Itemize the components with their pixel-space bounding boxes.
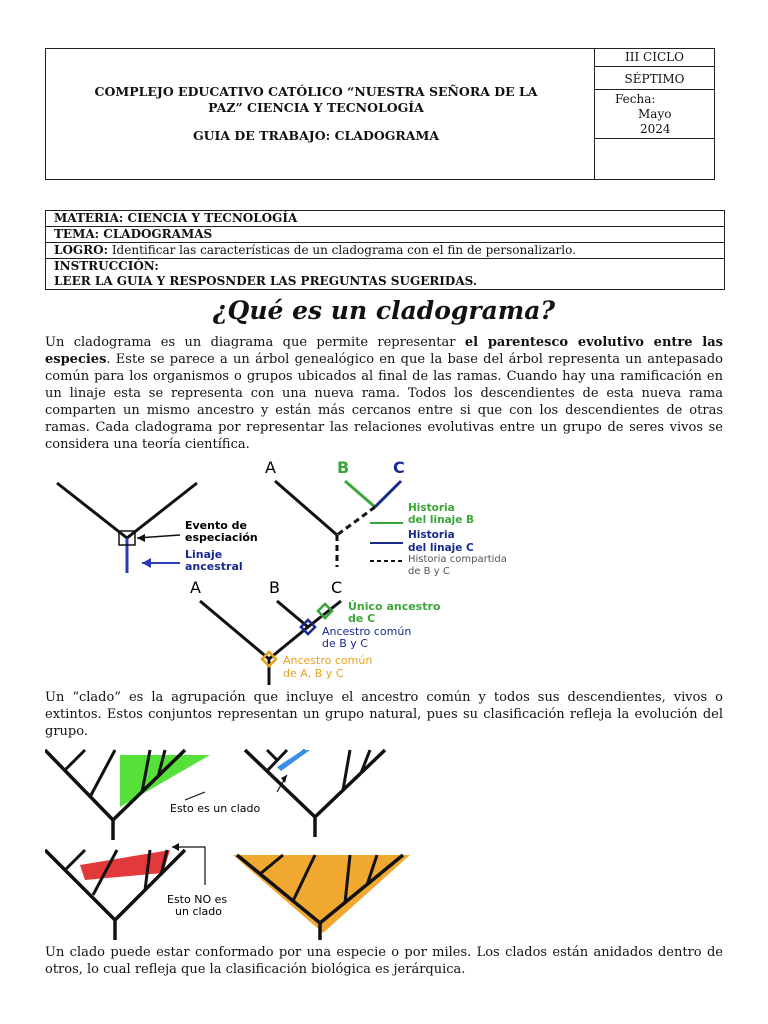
clade-tree-blue [245,750,385,837]
common-ancestor-tree [190,578,441,685]
not-clade-label-1: Esto NO es [167,893,228,906]
intro-bold: el parentesco evolutivo entre las especies [45,335,723,367]
nested-clades-paragraph: Un clado puede estar conformado por una especie o por miles. Los clados están anidados dentro de otros, lo cual refleja que la clasificación biológica es jerárquica. [45,945,723,977]
tip-c-bottom: C [331,578,343,597]
instruccion-label: INSTRUCCIÓN: [54,259,159,273]
red-shade [80,850,170,880]
instruccion-text: LEER LA GUIA Y RESPOSNDER LAS PREGUNTAS SUGERIDAS. [54,274,478,288]
school-cell [46,49,595,179]
common-abc-label-2: de A, B y C [283,667,344,680]
logro-row [46,243,724,259]
grade-cell: SÉPTIMO [595,67,714,90]
cladogram-figure [45,455,545,690]
guide-title: GUIA DE TRABAJO: CLADOGRAMA [192,128,440,143]
materia-row: MATERIA: CIENCIA Y TECNOLOGÍA [46,211,724,227]
not-clade-label-2: un clado [175,905,222,918]
clade-paragraph: Un “clado” es la agrupación que incluye el ancestro común y todos sus descendientes, vivos o extintos. Estos conjuntos representan un grupo natural, pues su clasificación refleja la evolución del grupo. [45,690,723,739]
non-clade-tree-red [45,850,185,940]
header-table [45,48,715,180]
hist-c-label-2: del linaje C [408,542,474,554]
intro-part2: . Este se parece a un árbol genealógico en que la base del árbol representa un antepasado común para los organismos o grupos ubicados al final de las ramas. Cuando hay una ramificación en un linaje esta se representa con una nueva rama. Todos los descendientes de esta nueva rama comparten un mismo ancestro y están más cercanos entre si que con los descendientes de otras ramas. Cada cladograma por representar las relaciones evolutivas entre un grupo de seres vivos se considera una teoría científica. [45,352,723,452]
date-cell [595,90,714,139]
clade-tree-green [45,750,210,840]
common-bc-label-2: de B y C [322,637,368,650]
logro-text: Identificar las características de un cladograma con el fin de personalizarlo. [108,243,576,257]
shared-label-1: Historia compartida [408,554,507,565]
tip-c-top: C [393,458,405,477]
hist-b-label-1: Historia [408,502,455,514]
common-bc-label-1: Ancestro común [322,625,412,638]
school-name-line2: PAZ” CIENCIA Y TECNOLOGÍA [208,100,424,115]
school-name-line1: COMPLEJO EDUCATIVO CATÓLICO “NUESTRA SEÑORA DE LA [94,84,538,99]
tip-b-bottom: B [269,578,280,597]
hist-b-label-2: del linaje B [408,514,475,526]
shared-label-2: de B y C [408,566,450,577]
speciation-label-2: especiación [185,531,258,544]
meta-cell [595,49,714,179]
lineage-label-1: Linaje [185,548,223,561]
unique-label-2: de C [348,612,376,625]
clade-examples-figure [45,745,415,940]
tema-row: TEMA: CLADOGRAMAS [46,227,724,243]
arrow-left-icon [142,558,151,568]
date-label: Fecha: [615,92,656,106]
unique-label-1: Único ancestro [348,600,441,613]
tip-b-top: B [337,458,350,477]
speciation-label-1: Evento de [185,519,247,532]
date-year: 2024 [640,122,671,136]
date-month: Mayo [638,107,672,121]
speciation-tree [57,483,258,573]
info-table [45,210,725,290]
lineage-label-2: ancestral [185,560,243,573]
intro-paragraph [45,334,723,453]
arrow-left-icon [172,843,179,851]
lineage-history-tree [265,458,507,577]
tip-a-bottom: A [190,578,201,597]
instruccion-row [46,259,724,289]
main-title: ¿Qué es un cladograma? [212,296,556,325]
logro-label: LOGRO: [54,243,108,257]
hist-c-label-1: Historia [408,529,455,541]
is-clade-label: Esto es un clado [170,802,261,815]
clade-tree-orange [233,855,410,940]
tip-a-top: A [265,458,276,477]
intro-part1: Un cladograma es un diagrama que permite representar [45,335,465,350]
cycle-cell: III CICLO [595,49,714,67]
common-abc-label-1: Ancestro común [283,654,373,667]
